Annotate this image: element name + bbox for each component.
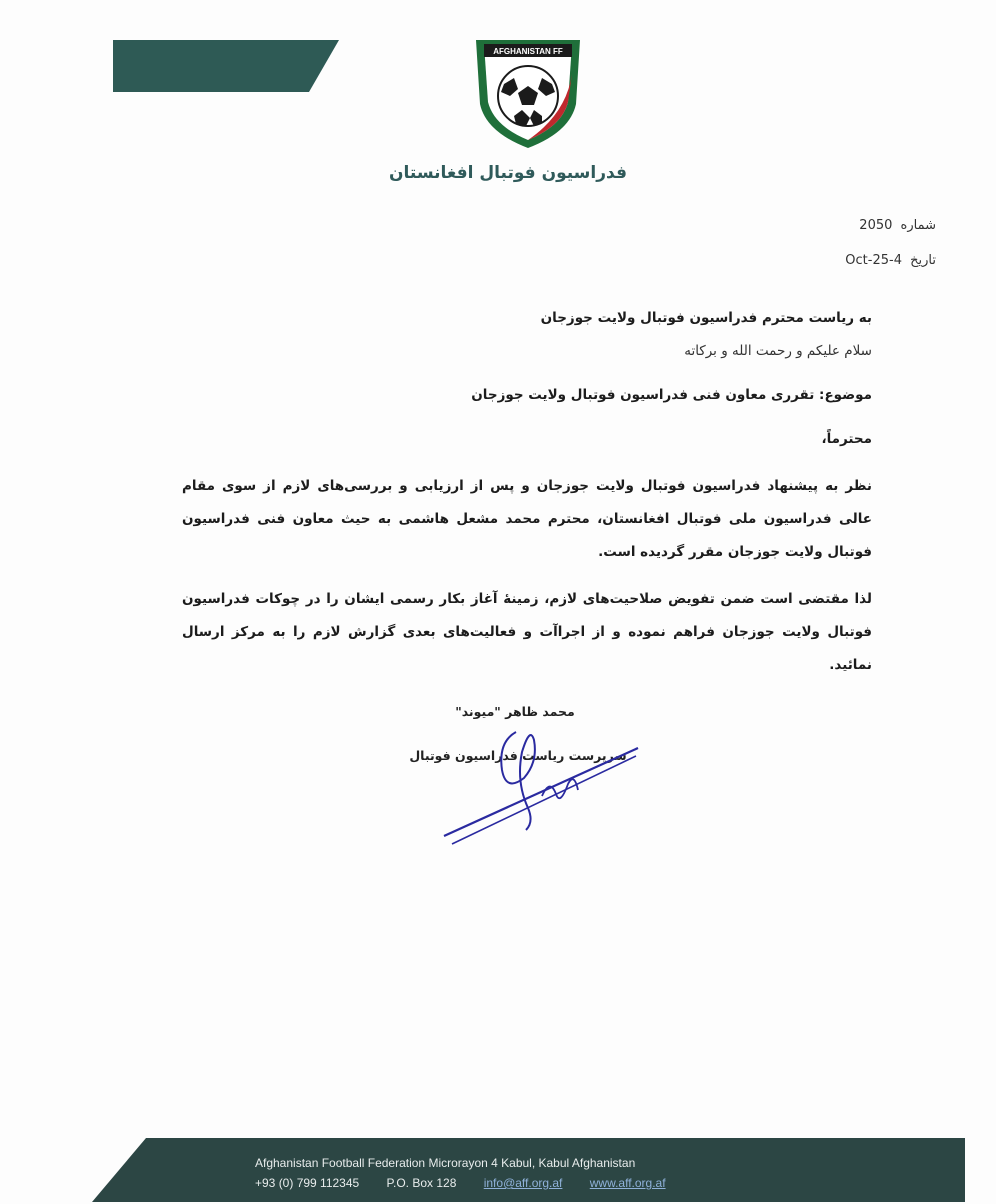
body-paragraph-2: لذا مقتضی است ضمن تفویض صلاحیت‌های لازم، زمینهٔ آغاز بکار رسمی ایشان را در چوکات فدراسیون فوتبال ولایت جوزجان فراهم نموده و از اجراآت و فعالیت‌های بعدی گزارش لازم را به مرکز ارسال نمائید. <box>182 591 872 673</box>
footer-contacts <box>255 1176 690 1190</box>
footer-phone: +93 (0) 799 112345 <box>255 1176 360 1190</box>
logo-text: AFGHANISTAN FF <box>493 47 563 56</box>
footer-website-link[interactable]: www.aff.org.af <box>589 1176 666 1190</box>
signatory-title: سرپرست ریاست فدراسیون فوتبال <box>409 748 627 763</box>
letter-number <box>859 218 936 233</box>
handwritten-signature <box>438 712 648 852</box>
header-band <box>113 40 339 92</box>
signatory-name: محمد ظاهر "میوند" <box>455 704 575 719</box>
letter-date <box>845 253 936 268</box>
footer-pobox: P.O. Box 128 <box>386 1176 457 1190</box>
footer-address: Afghanistan Football Federation Microrayon 4 Kabul, Kabul Afghanistan <box>255 1156 636 1170</box>
organization-name: فدراسیون فوتبال افغانستان <box>389 163 627 183</box>
footer-band <box>92 1138 965 1202</box>
recipient-line: به ریاست محترم فدراسیون فوتبال ولایت جوزجان <box>540 310 872 326</box>
number-value: 2050 <box>859 218 893 233</box>
federation-logo <box>470 34 586 150</box>
body-paragraph-1: نظر به پیشنهاد فدراسیون فوتبال ولایت جوزجان و پس از ارزیابی و بررسی‌های لازم از سوی مقام عالی فدراسیون ملی فوتبال افغانستان، محترم محمد مشعل هاشمی به حیث معاون فنی فدراسیون فوتبال ولایت جوزجان مقرر گردیده است. <box>182 478 872 560</box>
date-value: 4-Oct-25 <box>845 253 902 268</box>
greeting-line: سلام علیکم و رحمت الله و برکاته <box>684 343 872 359</box>
date-label: تاریخ <box>910 253 936 268</box>
subject-line: موضوع: تقرری معاون فنی فدراسیون فوتبال ولایت جوزجان <box>471 387 872 403</box>
number-label: شماره <box>900 218 936 233</box>
salutation-line: محترماً، <box>821 431 872 447</box>
footer-email-link[interactable]: info@aff.org.af <box>483 1176 563 1190</box>
